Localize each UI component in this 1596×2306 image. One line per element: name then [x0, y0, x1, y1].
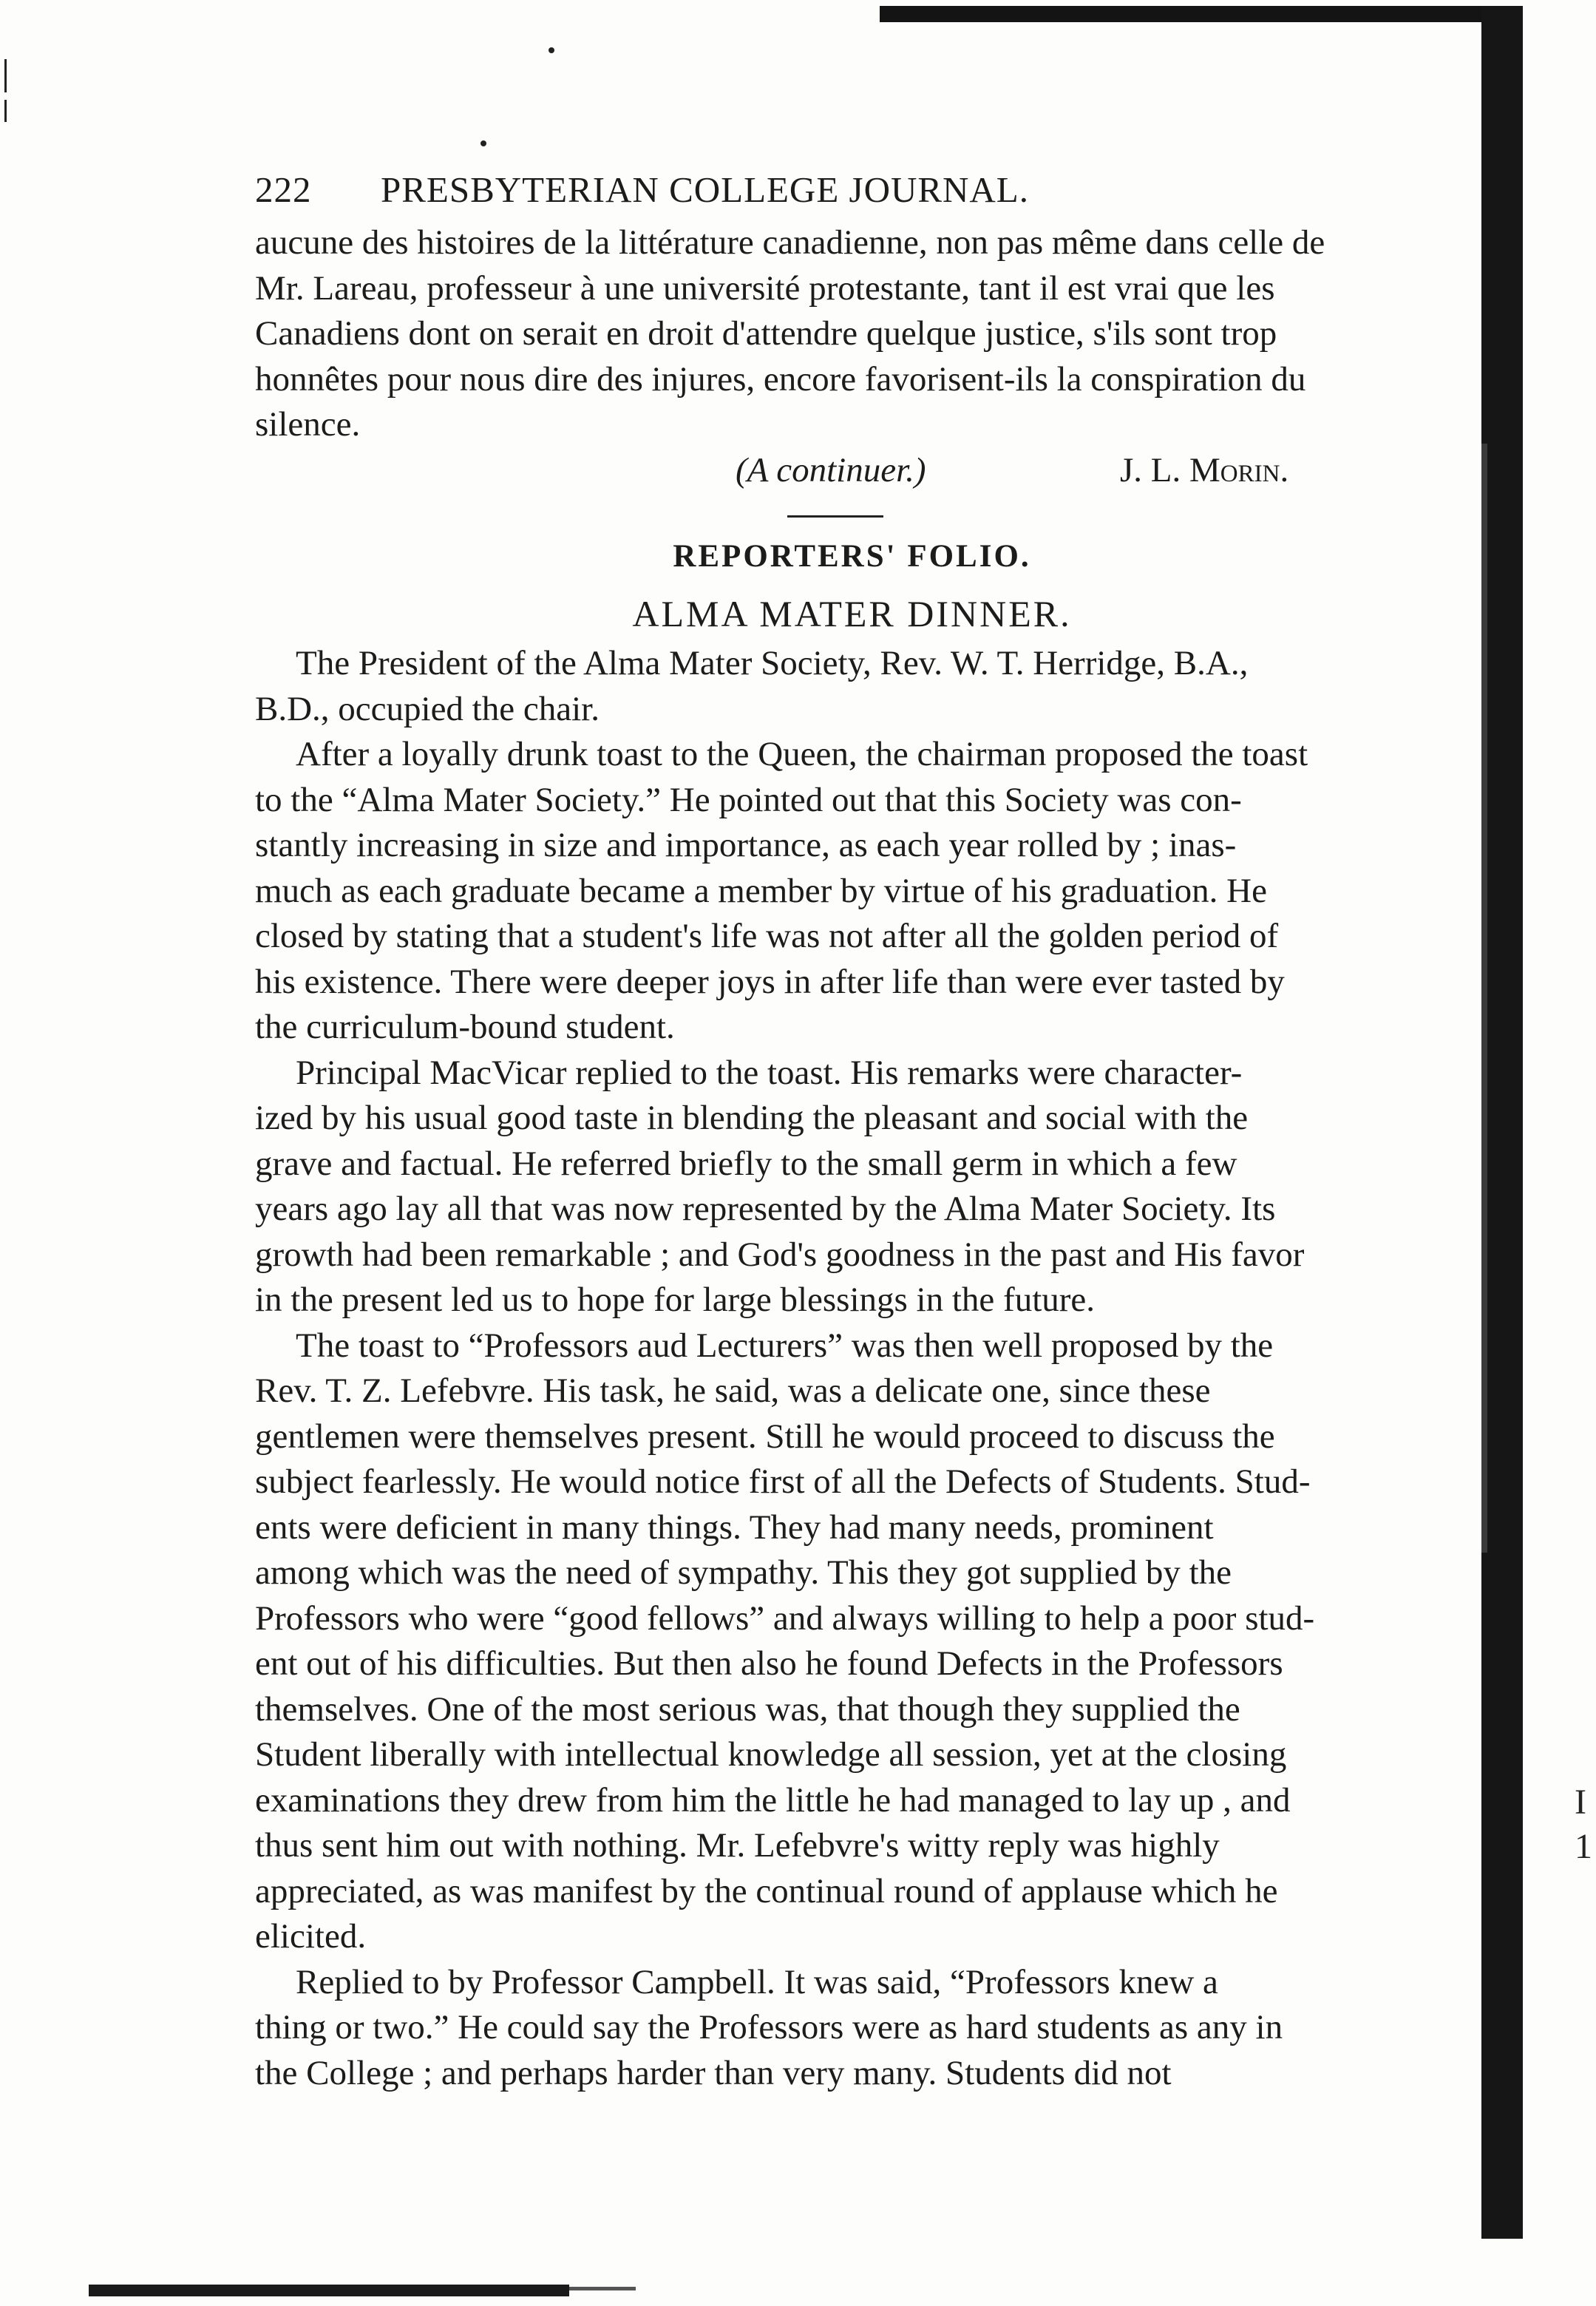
text-line: thus sent him out with nothing. Mr. Lefebvre's witty reply was highly	[255, 1826, 1220, 1865]
text-line: examinations they drew from him the little he had managed to lay up , and	[255, 1780, 1291, 1820]
page	[255, 169, 1449, 2096]
page-number: 222	[255, 169, 312, 210]
section-title: REPORTERS' FOLIO.	[673, 539, 1031, 574]
paragraph	[255, 1323, 1449, 1960]
scan-border-right	[1481, 6, 1523, 2239]
text-line: honnêtes pour nous dire des injures, encore favorisent-ils la conspiration du	[255, 359, 1306, 399]
text-line: appreciated, as was manifest by the continual round of applause which he	[255, 1871, 1278, 1910]
text-line: in the present led us to hope for large blessings in the future.	[255, 1281, 1096, 1319]
text-line: his existence. There were deeper joys in after life than were ever tasted by	[255, 962, 1285, 1001]
text-line: The toast to “Professors aud Lecturers” was then well proposed by the	[296, 1326, 1274, 1365]
article-author: J. L. Morin.	[1120, 450, 1289, 489]
text-line: Canadiens dont on serait en droit d'attendre quelque justice, s'ils sont trop	[255, 314, 1277, 353]
article-body	[255, 220, 1449, 2096]
text-line: closed by stating that a student's life was not after all the golden period of	[255, 917, 1279, 955]
text-line: grave and factual. He referred briefly to the small germ in which a few	[255, 1144, 1237, 1183]
text-line: the curriculum-bound student.	[255, 1008, 675, 1046]
scan-mark-left	[4, 100, 7, 122]
paragraph	[255, 641, 1449, 732]
text-line: The President of the Alma Mater Society, Rev. W. T. Herridge, B.A.,	[296, 644, 1249, 682]
scan-speck	[549, 47, 554, 53]
article-continuation	[255, 220, 1449, 448]
text-line: Principal MacVicar replied to the toast. His remarks were character-	[296, 1053, 1243, 1092]
text-line: years ago lay all that was now represented by the Alma Mater Society. Its	[255, 1190, 1276, 1228]
margin-mark: 1	[1575, 1827, 1592, 1866]
text-line: Rev. T. Z. Lefebvre. His task, he said, was a delicate one, since these	[255, 1371, 1211, 1410]
text-line: thing or two.” He could say the Professors were as hard students as any in	[255, 2008, 1283, 2046]
text-line: silence.	[255, 405, 361, 444]
scan-border-right-inner	[1481, 444, 1487, 1553]
text-line: Replied to by Professor Campbell. It was said, “Professors knew a	[296, 1962, 1218, 2001]
scan-border-top	[880, 6, 1523, 22]
text-line: elicited.	[255, 1917, 367, 1956]
text-line: growth had been remarkable ; and God's goodness in the past and His favor	[255, 1235, 1305, 1274]
article-signature	[736, 448, 1401, 494]
text-line: subject fearlessly. He would notice first of all the Defects of Students. Stud-	[255, 1462, 1311, 1501]
scan-mark-left	[4, 59, 7, 92]
text-line: Student liberally with intellectual knowledge all session, yet at the closing	[255, 1735, 1287, 1774]
to-be-continued: (A continuer.)	[736, 450, 926, 489]
text-line: ent out of his difficulties. But then also he found Defects in the Professors	[255, 1644, 1283, 1683]
text-line: gentlemen were themselves present. Still he would proceed to discuss the	[255, 1417, 1275, 1456]
text-line: stantly increasing in size and importance, as each year rolled by ; inas-	[255, 826, 1237, 864]
text-line: much as each graduate became a member by virtue of his graduation. He	[255, 871, 1267, 910]
page-header	[255, 169, 1449, 220]
scan-speck	[481, 140, 486, 146]
text-line: ents were deficient in many things. They had many needs, prominent	[255, 1508, 1214, 1547]
scan-border-bottom	[89, 2285, 569, 2296]
section-divider	[787, 515, 883, 518]
text-line: Mr. Lareau, professeur à une université protestante, tant il est vrai que les	[255, 268, 1275, 308]
text-line: themselves. One of the most serious was, that though they supplied the	[255, 1689, 1240, 1729]
text-line: Professors who were “good fellows” and always willing to help a poor stud-	[255, 1598, 1315, 1638]
paragraph	[255, 732, 1449, 1051]
text-line: After a loyally drunk toast to the Queen, the chairman proposed the toast	[296, 735, 1308, 773]
text-line: to the “Alma Mater Society.” He pointed out that this Society was con-	[255, 780, 1242, 819]
text-line: the College ; and perhaps harder than very many. Students did not	[255, 2053, 1172, 2092]
paragraph	[255, 1960, 1449, 2097]
text-line: aucune des histoires de la littérature canadienne, non pas même dans celle de	[255, 223, 1325, 262]
running-head: PRESBYTERIAN COLLEGE JOURNAL.	[381, 169, 1029, 210]
scan-border-bottom-tail	[569, 2287, 636, 2290]
text-line: B.D., occupied the chair.	[255, 689, 600, 728]
section-subtitle: ALMA MATER DINNER.	[632, 592, 1072, 634]
text-line: ized by his usual good taste in blending the pleasant and social with the	[255, 1099, 1249, 1137]
text-line: among which was the need of sympathy. This they got supplied by the	[255, 1553, 1232, 1592]
margin-mark: I	[1575, 1783, 1586, 1822]
paragraph	[255, 1051, 1449, 1323]
